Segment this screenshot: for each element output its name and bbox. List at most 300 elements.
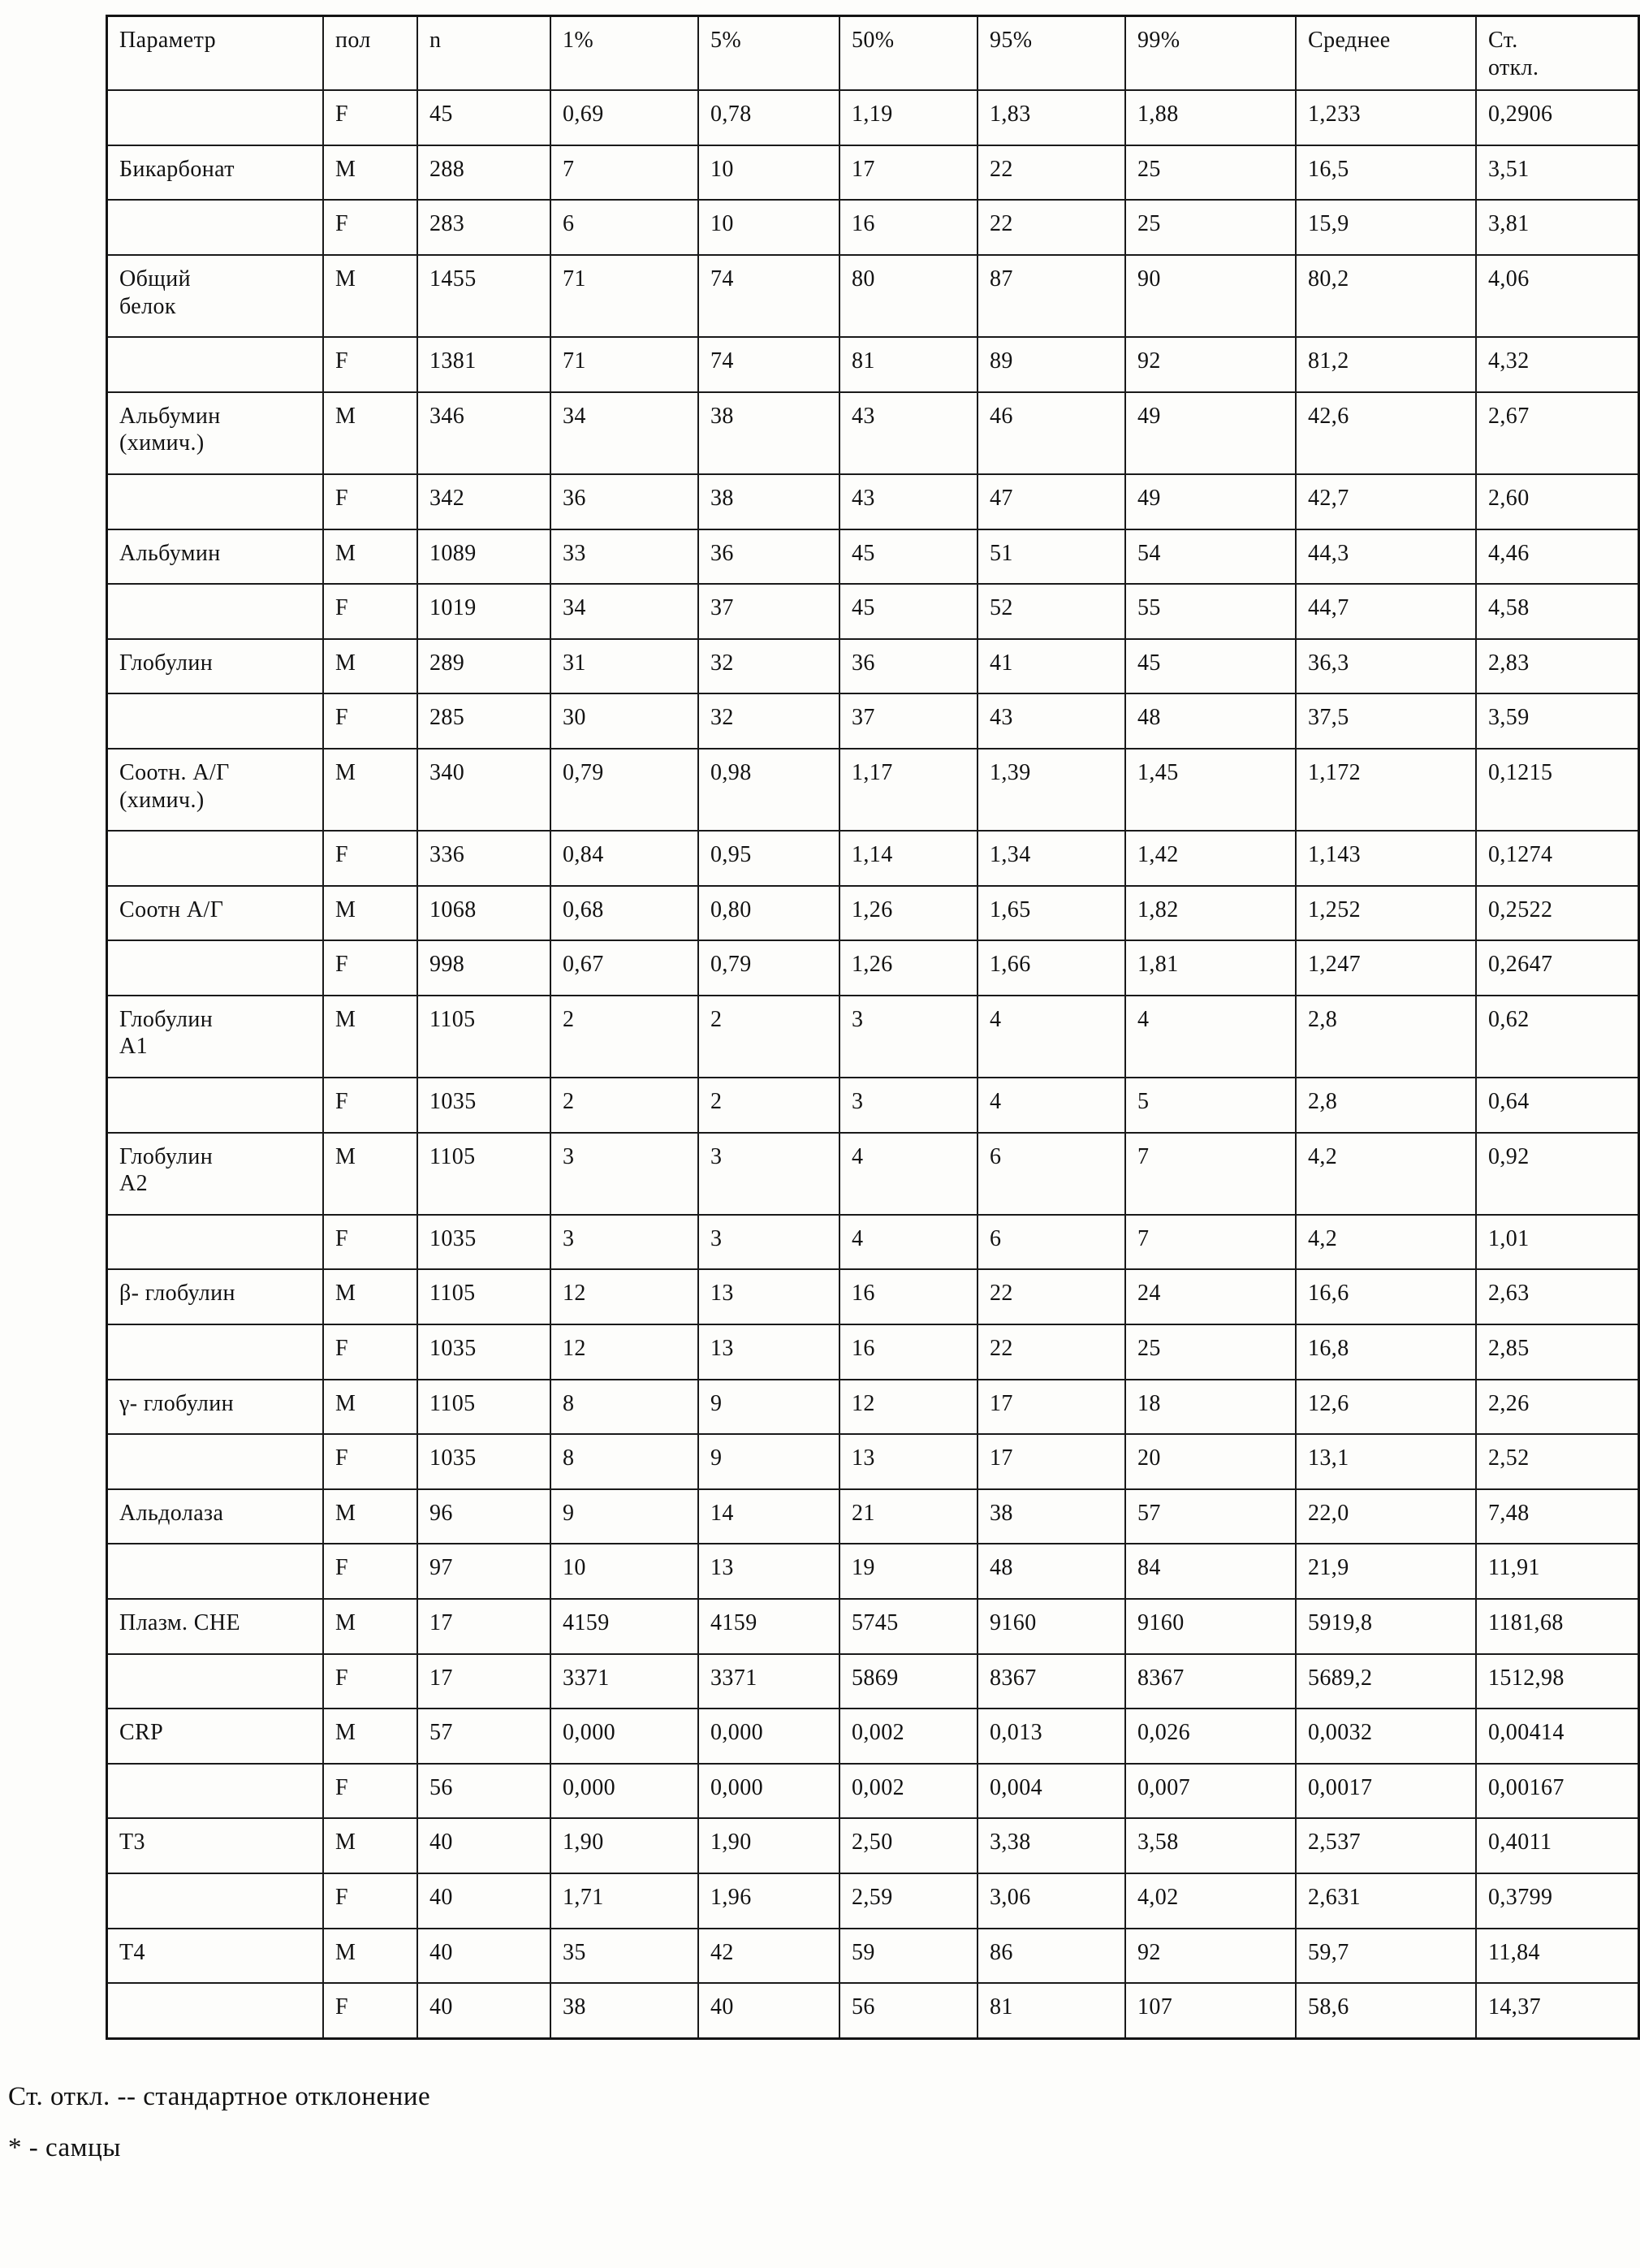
table-cell: 58,6 — [1296, 1983, 1476, 2038]
column-header: 5% — [698, 16, 839, 91]
column-header: n — [417, 16, 550, 91]
table-cell: 20 — [1125, 1434, 1296, 1489]
table-row — [107, 639, 1639, 694]
table-cell: 25 — [1125, 1324, 1296, 1380]
table-cell — [107, 337, 324, 392]
table-cell: 0,1215 — [1476, 749, 1639, 831]
table-cell: 3,06 — [978, 1873, 1125, 1929]
table-cell: 1,01 — [1476, 1215, 1639, 1270]
table-cell: M — [323, 1133, 417, 1215]
table-cell: F — [323, 200, 417, 255]
table-cell: 3371 — [550, 1654, 698, 1709]
table-cell: F — [323, 1873, 417, 1929]
table-cell: 13 — [698, 1324, 839, 1380]
table-cell: 1,96 — [698, 1873, 839, 1929]
table-cell: 87 — [978, 255, 1125, 337]
table-row — [107, 90, 1639, 145]
table-cell: 2 — [698, 1078, 839, 1133]
column-header: Среднее — [1296, 16, 1476, 91]
column-header: пол — [323, 16, 417, 91]
table-cell: 289 — [417, 639, 550, 694]
table-row — [107, 392, 1639, 474]
table-cell: γ- глобулин — [107, 1380, 324, 1435]
table-cell: 32 — [698, 693, 839, 749]
table-cell: 288 — [417, 145, 550, 201]
table-cell — [107, 1764, 324, 1819]
table-cell: 4159 — [550, 1599, 698, 1654]
table-cell: 12 — [550, 1324, 698, 1380]
table-cell: 7 — [1125, 1133, 1296, 1215]
table-cell: 46 — [978, 392, 1125, 474]
table-cell: 13 — [839, 1434, 978, 1489]
table-cell: 84 — [1125, 1544, 1296, 1599]
table-cell: 2,50 — [839, 1818, 978, 1873]
table-cell: 285 — [417, 693, 550, 749]
table-cell: Альбумин (химич.) — [107, 392, 324, 474]
table-row — [107, 1599, 1639, 1654]
table-cell: 59,7 — [1296, 1929, 1476, 1984]
table-cell: 0,000 — [550, 1709, 698, 1764]
table-cell: 4,2 — [1296, 1215, 1476, 1270]
table-cell: 1,88 — [1125, 90, 1296, 145]
table-cell: 2,537 — [1296, 1818, 1476, 1873]
table-cell: 346 — [417, 392, 550, 474]
table-cell: 2,8 — [1296, 1078, 1476, 1133]
table-cell: 3 — [698, 1215, 839, 1270]
table-cell: 48 — [978, 1544, 1125, 1599]
table-cell: 1035 — [417, 1215, 550, 1270]
table-cell — [107, 1873, 324, 1929]
table-cell: 21,9 — [1296, 1544, 1476, 1599]
table-cell: 38 — [698, 474, 839, 529]
column-header: 99% — [1125, 16, 1296, 91]
table-cell — [107, 1544, 324, 1599]
table-cell: 1105 — [417, 1380, 550, 1435]
table-cell: F — [323, 337, 417, 392]
table-cell: 40 — [698, 1983, 839, 2038]
table-cell: 37 — [698, 584, 839, 639]
table-cell: 11,84 — [1476, 1929, 1639, 1984]
table-cell: 5 — [1125, 1078, 1296, 1133]
table-cell: 1,65 — [978, 886, 1125, 941]
table-cell: 2,85 — [1476, 1324, 1639, 1380]
column-header: 95% — [978, 16, 1125, 91]
table-cell: 32 — [698, 639, 839, 694]
table-cell: 5869 — [839, 1654, 978, 1709]
table-cell: F — [323, 1215, 417, 1270]
table-cell: 0,98 — [698, 749, 839, 831]
table-cell: Общий белок — [107, 255, 324, 337]
table-cell: 17 — [417, 1599, 550, 1654]
table-cell: 1455 — [417, 255, 550, 337]
table-cell — [107, 474, 324, 529]
table-cell: F — [323, 1324, 417, 1380]
table-cell: 12 — [550, 1269, 698, 1324]
table-cell — [107, 831, 324, 886]
table-cell — [107, 584, 324, 639]
table-cell: 2,67 — [1476, 392, 1639, 474]
table-cell: 59 — [839, 1929, 978, 1984]
table-cell: 37 — [839, 693, 978, 749]
table-cell: 0,69 — [550, 90, 698, 145]
table-cell: 1,26 — [839, 940, 978, 996]
table-cell: F — [323, 1434, 417, 1489]
table-cell: 18 — [1125, 1380, 1296, 1435]
table-cell: 90 — [1125, 255, 1296, 337]
table-row — [107, 996, 1639, 1078]
table-cell: 42,6 — [1296, 392, 1476, 474]
table-cell: 3,59 — [1476, 693, 1639, 749]
table-cell: 9 — [550, 1489, 698, 1544]
table-cell: 0,026 — [1125, 1709, 1296, 1764]
table-cell: 1,14 — [839, 831, 978, 886]
table-cell: Глобулин А2 — [107, 1133, 324, 1215]
table-cell: 4 — [839, 1133, 978, 1215]
table-cell: F — [323, 831, 417, 886]
table-cell — [107, 200, 324, 255]
table-cell — [107, 1434, 324, 1489]
table-cell: 5919,8 — [1296, 1599, 1476, 1654]
table-cell: 47 — [978, 474, 1125, 529]
table-cell: 21 — [839, 1489, 978, 1544]
table-cell: Т4 — [107, 1929, 324, 1984]
table-cell: 42,7 — [1296, 474, 1476, 529]
table-cell: 1,45 — [1125, 749, 1296, 831]
table-cell: 19 — [839, 1544, 978, 1599]
table-cell: 1,19 — [839, 90, 978, 145]
table-cell: 0,78 — [698, 90, 839, 145]
table-row — [107, 255, 1639, 337]
table-cell: M — [323, 392, 417, 474]
table-cell: 48 — [1125, 693, 1296, 749]
table-cell: 3 — [550, 1133, 698, 1215]
table-cell — [107, 1654, 324, 1709]
table-cell: F — [323, 940, 417, 996]
table-row — [107, 1929, 1639, 1984]
table-cell: F — [323, 1764, 417, 1819]
table-cell: 38 — [978, 1489, 1125, 1544]
table-cell: 1512,98 — [1476, 1654, 1639, 1709]
table-cell: Плазм. СНЕ — [107, 1599, 324, 1654]
table-cell: 1,143 — [1296, 831, 1476, 886]
table-cell: 1035 — [417, 1324, 550, 1380]
table-cell: 56 — [839, 1983, 978, 2038]
table-row — [107, 749, 1639, 831]
table-cell: 1181,68 — [1476, 1599, 1639, 1654]
table-cell: 2 — [550, 996, 698, 1078]
table-cell: 9 — [698, 1434, 839, 1489]
table-cell: 40 — [417, 1873, 550, 1929]
table-cell: 0,67 — [550, 940, 698, 996]
table-cell: 34 — [550, 584, 698, 639]
table-cell: F — [323, 693, 417, 749]
table-cell: 74 — [698, 255, 839, 337]
table-row — [107, 1983, 1639, 2038]
table-cell: 2,26 — [1476, 1380, 1639, 1435]
table-cell: 0,002 — [839, 1764, 978, 1819]
table-cell: 56 — [417, 1764, 550, 1819]
footnotes — [8, 2082, 1495, 2163]
table-row — [107, 474, 1639, 529]
table-cell: CRP — [107, 1709, 324, 1764]
table-cell: 24 — [1125, 1269, 1296, 1324]
table-cell: 12 — [839, 1380, 978, 1435]
table-cell: 4 — [978, 996, 1125, 1078]
table-cell: 52 — [978, 584, 1125, 639]
table-cell: 96 — [417, 1489, 550, 1544]
table-cell: 2,63 — [1476, 1269, 1639, 1324]
table-row — [107, 1544, 1639, 1599]
table-cell: 998 — [417, 940, 550, 996]
table-cell — [107, 940, 324, 996]
table-cell: 8367 — [1125, 1654, 1296, 1709]
table-cell: 0,92 — [1476, 1133, 1639, 1215]
table-cell: 7 — [550, 145, 698, 201]
table-cell: 1035 — [417, 1434, 550, 1489]
table-cell: 0,1274 — [1476, 831, 1639, 886]
table-cell: 342 — [417, 474, 550, 529]
table-cell: 14 — [698, 1489, 839, 1544]
table-cell: 4 — [839, 1215, 978, 1270]
table-cell: 97 — [417, 1544, 550, 1599]
table-cell: 1068 — [417, 886, 550, 941]
table-cell: Бикарбонат — [107, 145, 324, 201]
table-cell: 40 — [417, 1983, 550, 2038]
table-cell: 1019 — [417, 584, 550, 639]
table-cell: 1,252 — [1296, 886, 1476, 941]
table-cell: 0,000 — [550, 1764, 698, 1819]
table-cell: F — [323, 1544, 417, 1599]
table-cell: 17 — [839, 145, 978, 201]
table-cell: 12,6 — [1296, 1380, 1476, 1435]
table-cell: Глобулин А1 — [107, 996, 324, 1078]
table-cell: 1,172 — [1296, 749, 1476, 831]
table-cell: 25 — [1125, 145, 1296, 201]
table-cell: 1,34 — [978, 831, 1125, 886]
table-cell: 41 — [978, 639, 1125, 694]
table-cell: 16 — [839, 1324, 978, 1380]
table-row — [107, 200, 1639, 255]
table-row — [107, 1215, 1639, 1270]
table-row — [107, 940, 1639, 996]
table-cell: 17 — [417, 1654, 550, 1709]
table-cell: 3 — [698, 1133, 839, 1215]
table-cell: 45 — [1125, 639, 1296, 694]
table-cell: 7,48 — [1476, 1489, 1639, 1544]
table-cell: 57 — [1125, 1489, 1296, 1544]
table-cell: 5745 — [839, 1599, 978, 1654]
statistics-table — [106, 15, 1640, 2040]
table-row — [107, 1654, 1639, 1709]
table-cell: 71 — [550, 337, 698, 392]
table-cell: 2,59 — [839, 1873, 978, 1929]
table-cell: 0,62 — [1476, 996, 1639, 1078]
table-cell: 2,631 — [1296, 1873, 1476, 1929]
table-row — [107, 1489, 1639, 1544]
table-cell: 36 — [698, 529, 839, 585]
table-cell: 44,3 — [1296, 529, 1476, 585]
table-cell: 35 — [550, 1929, 698, 1984]
table-cell: 45 — [839, 584, 978, 639]
table-cell: 0,64 — [1476, 1078, 1639, 1133]
table-cell: 16 — [839, 1269, 978, 1324]
table-cell: 36 — [839, 639, 978, 694]
table-cell: F — [323, 1654, 417, 1709]
table-cell: 10 — [550, 1544, 698, 1599]
table-cell: 2 — [698, 996, 839, 1078]
table-cell: 0,68 — [550, 886, 698, 941]
table-cell: 5689,2 — [1296, 1654, 1476, 1709]
table-cell: 3,38 — [978, 1818, 1125, 1873]
table-cell: Альдолаза — [107, 1489, 324, 1544]
table-cell: 38 — [550, 1983, 698, 2038]
table-cell: 0,4011 — [1476, 1818, 1639, 1873]
table-cell: M — [323, 749, 417, 831]
table-cell: 1,42 — [1125, 831, 1296, 886]
table-cell: 1,17 — [839, 749, 978, 831]
table-cell: 45 — [417, 90, 550, 145]
table-cell: 1105 — [417, 1133, 550, 1215]
table-cell: 1,71 — [550, 1873, 698, 1929]
table-cell: M — [323, 1599, 417, 1654]
table-row — [107, 1764, 1639, 1819]
table-cell: 7 — [1125, 1215, 1296, 1270]
table-cell: 3,51 — [1476, 145, 1639, 201]
table-cell: 1,82 — [1125, 886, 1296, 941]
table-cell: 8 — [550, 1434, 698, 1489]
table-cell: 44,7 — [1296, 584, 1476, 639]
table-cell: 92 — [1125, 337, 1296, 392]
table-row — [107, 337, 1639, 392]
table-cell: 0,3799 — [1476, 1873, 1639, 1929]
table-body — [107, 90, 1639, 2038]
table-cell: 1089 — [417, 529, 550, 585]
table-cell: 22 — [978, 1324, 1125, 1380]
table-cell — [107, 90, 324, 145]
table-cell: F — [323, 584, 417, 639]
table-cell: 1105 — [417, 1269, 550, 1324]
table-cell: 0,80 — [698, 886, 839, 941]
table-cell: 8367 — [978, 1654, 1125, 1709]
table-cell — [107, 1324, 324, 1380]
table-cell: 34 — [550, 392, 698, 474]
table-cell: 11,91 — [1476, 1544, 1639, 1599]
table-cell: 40 — [417, 1929, 550, 1984]
table-cell: 22 — [978, 145, 1125, 201]
table-cell: 8 — [550, 1380, 698, 1435]
table-row — [107, 1434, 1639, 1489]
table-cell: 1,26 — [839, 886, 978, 941]
table-cell: 2,83 — [1476, 639, 1639, 694]
table-cell: 0,002 — [839, 1709, 978, 1764]
table-cell: 4,02 — [1125, 1873, 1296, 1929]
table-cell — [107, 1983, 324, 2038]
table-cell: 45 — [839, 529, 978, 585]
table-cell: 14,37 — [1476, 1983, 1639, 2038]
table-cell: 4 — [978, 1078, 1125, 1133]
table-cell: 16,5 — [1296, 145, 1476, 201]
table-cell: 86 — [978, 1929, 1125, 1984]
table-row — [107, 693, 1639, 749]
table-cell: 30 — [550, 693, 698, 749]
table-cell: 0,95 — [698, 831, 839, 886]
table-cell: 4,2 — [1296, 1133, 1476, 1215]
table-cell: 2,52 — [1476, 1434, 1639, 1489]
table-cell: 4159 — [698, 1599, 839, 1654]
table-cell: 1381 — [417, 337, 550, 392]
table-cell: 1035 — [417, 1078, 550, 1133]
table-cell: F — [323, 1983, 417, 2038]
table-cell: 0,013 — [978, 1709, 1125, 1764]
table-cell: M — [323, 996, 417, 1078]
table-cell: 33 — [550, 529, 698, 585]
table-cell: 3371 — [698, 1654, 839, 1709]
table-cell: 0,000 — [698, 1764, 839, 1819]
table-cell: 4,46 — [1476, 529, 1639, 585]
table-row — [107, 831, 1639, 886]
table-cell: 0,2906 — [1476, 90, 1639, 145]
table-row — [107, 145, 1639, 201]
table-cell: 1,233 — [1296, 90, 1476, 145]
table-cell: 0,004 — [978, 1764, 1125, 1819]
table-cell: 31 — [550, 639, 698, 694]
column-header: 50% — [839, 16, 978, 91]
table-cell: 43 — [839, 474, 978, 529]
table-cell: 1,66 — [978, 940, 1125, 996]
table-cell: 0,00167 — [1476, 1764, 1639, 1819]
table-cell: 0,79 — [698, 940, 839, 996]
table-cell: 54 — [1125, 529, 1296, 585]
table-cell: 9160 — [978, 1599, 1125, 1654]
table-cell: 4 — [1125, 996, 1296, 1078]
table-cell: 1,81 — [1125, 940, 1296, 996]
table-cell: 71 — [550, 255, 698, 337]
table-cell: 1,90 — [698, 1818, 839, 1873]
table-cell: 38 — [698, 392, 839, 474]
document-page — [0, 15, 1564, 2268]
table-cell — [107, 693, 324, 749]
table-cell: 2 — [550, 1078, 698, 1133]
table-cell: M — [323, 145, 417, 201]
table-cell: 40 — [417, 1818, 550, 1873]
table-cell: 15,9 — [1296, 200, 1476, 255]
table-cell: 13 — [698, 1544, 839, 1599]
table-cell: 74 — [698, 337, 839, 392]
table-cell: M — [323, 1380, 417, 1435]
table-cell: 13 — [698, 1269, 839, 1324]
table-cell: 17 — [978, 1434, 1125, 1489]
table-cell: 43 — [839, 392, 978, 474]
table-cell: 13,1 — [1296, 1434, 1476, 1489]
table-cell: 3 — [839, 996, 978, 1078]
table-cell: Альбумин — [107, 529, 324, 585]
table-cell: 340 — [417, 749, 550, 831]
table-row — [107, 584, 1639, 639]
table-row — [107, 529, 1639, 585]
table-cell: 3,81 — [1476, 200, 1639, 255]
table-cell: 16,6 — [1296, 1269, 1476, 1324]
table-row — [107, 1078, 1639, 1133]
table-row — [107, 886, 1639, 941]
table-cell: 1,83 — [978, 90, 1125, 145]
table-cell: 4,32 — [1476, 337, 1639, 392]
table-cell: F — [323, 1078, 417, 1133]
table-row — [107, 1133, 1639, 1215]
table-cell: 4,58 — [1476, 584, 1639, 639]
table-cell: M — [323, 529, 417, 585]
footnote-males: * - самцы — [8, 2132, 121, 2162]
table-cell: 25 — [1125, 200, 1296, 255]
